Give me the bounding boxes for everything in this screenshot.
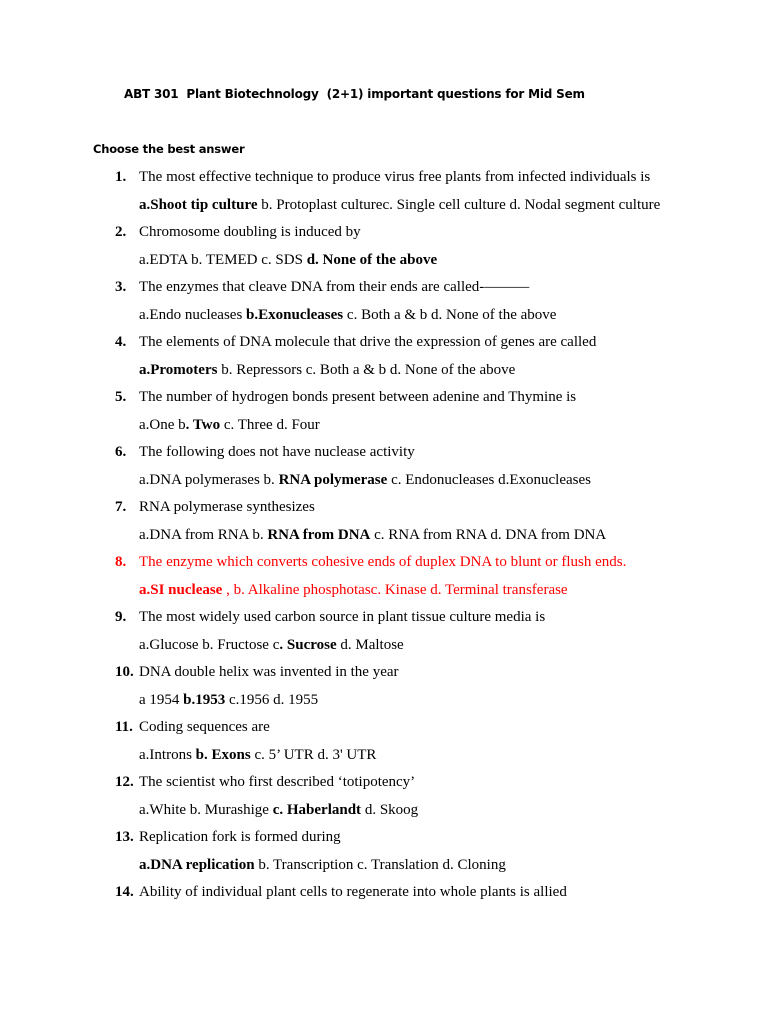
correct-answer: a.Shoot tip culture	[139, 196, 258, 213]
options-rest: b. Protoplast culturec. Single cell culture d. Nodal segment culture	[257, 196, 661, 213]
options-after: d. Maltose	[336, 636, 404, 653]
options-before: a.EDTA b. TEMED c. SDS	[139, 251, 307, 268]
question-text: DNA double helix was invented in the year	[139, 664, 399, 680]
question-options	[139, 636, 674, 654]
question-options	[139, 196, 674, 214]
question-11	[0, 718, 768, 764]
question-options	[139, 471, 674, 489]
question-options	[139, 526, 674, 544]
question-5	[0, 388, 768, 434]
question-text: Ability of individual plant cells to regenerate into whole plants is allied	[139, 884, 567, 900]
question-options	[139, 416, 674, 434]
question-9	[0, 608, 768, 654]
correct-answer: a.DNA replication	[139, 856, 255, 873]
question-text: The enzymes that cleave DNA from their ends are called-———	[139, 279, 530, 295]
question-number: 6.	[115, 444, 127, 460]
correct-answer: d. None of the above	[306, 251, 438, 268]
options-after: c. RNA from RNA d. DNA from DNA	[370, 526, 607, 543]
question-text: Replication fork is formed during	[139, 829, 341, 845]
question-2	[0, 223, 768, 269]
question-number: 9.	[115, 609, 127, 625]
correct-answer: RNA polymerase	[278, 471, 388, 488]
question-number: 4.	[115, 334, 127, 350]
correct-answer: . Two	[185, 416, 221, 433]
question-options	[139, 801, 674, 819]
question-text: The scientist who first described ‘totipotency’	[139, 774, 416, 790]
question-10	[0, 663, 768, 709]
question-number: 5.	[115, 389, 127, 405]
options-after: c. Endonucleases d.Exonucleases	[387, 471, 591, 488]
question-12	[0, 773, 768, 819]
options-before: a.Introns	[139, 746, 196, 763]
options-after: b. Transcription c. Translation d. Cloning	[254, 856, 506, 873]
correct-answer: b.1953	[183, 691, 226, 708]
question-options	[139, 251, 674, 269]
correct-answer: a.Promoters	[139, 361, 218, 378]
options-after: c. 5’ UTR d. 3' UTR	[250, 746, 377, 763]
correct-answer: c. Haberlandt	[272, 801, 362, 818]
options-before: a.Endo nucleases	[139, 306, 247, 323]
question-number: 11.	[115, 719, 133, 735]
question-options	[139, 856, 674, 874]
options-before: a.White b. Murashige	[139, 801, 273, 818]
question-14	[0, 883, 768, 901]
question-options	[139, 746, 674, 764]
options-after: c. Both a & b d. None of the above	[343, 306, 557, 323]
correct-answer: a.SI nuclease	[139, 581, 223, 598]
question-text: The most widely used carbon source in plant tissue culture media is	[139, 609, 546, 625]
question-number: 10.	[115, 664, 134, 680]
options-after: , b. Alkaline phosphotasc. Kinase d. Terminal transferase	[222, 581, 568, 598]
question-text: The elements of DNA molecule that drive the expression of genes are called	[139, 334, 597, 350]
options-before: a.One b	[139, 416, 186, 433]
correct-answer: b.Exonucleases	[246, 306, 344, 323]
question-list	[0, 168, 768, 911]
correct-answer: RNA from DNA	[267, 526, 371, 543]
options-before: a.DNA polymerases b.	[139, 471, 279, 488]
options-before: a 1954	[139, 691, 184, 708]
question-6	[0, 443, 768, 489]
question-text: The following does not have nuclease activity	[139, 444, 415, 460]
question-text: The number of hydrogen bonds present between adenine and Thymine is	[139, 389, 577, 405]
options-after: c. Three d. Four	[220, 416, 320, 433]
question-number: 2.	[115, 224, 127, 240]
question-options	[139, 581, 674, 599]
options-after: c.1956 d. 1955	[225, 691, 319, 708]
question-text: The most effective technique to produce virus free plants from infected individuals is	[139, 169, 651, 185]
document-title: ABT 301 Plant Biotechnology (2+1) important questions for Mid Sem	[124, 87, 585, 101]
question-text: Chromosome doubling is induced by	[139, 224, 361, 240]
correct-answer: b. Exons	[195, 746, 251, 763]
question-options	[139, 361, 674, 379]
options-before: a.Glucose b. Fructose c	[139, 636, 280, 653]
question-13	[0, 828, 768, 874]
question-7	[0, 498, 768, 544]
question-number: 1.	[115, 169, 127, 185]
question-number: 14.	[115, 884, 134, 900]
question-text: RNA polymerase synthesizes	[139, 499, 315, 515]
options-after: d. Skoog	[361, 801, 419, 818]
question-text: Coding sequences are	[139, 719, 270, 735]
question-1	[0, 168, 768, 214]
question-text: The enzyme which converts cohesive ends of duplex DNA to blunt or flush ends.	[139, 554, 627, 570]
options-before: a.DNA from RNA b.	[139, 526, 268, 543]
section-heading: Choose the best answer	[93, 142, 245, 156]
question-number: 3.	[115, 279, 127, 295]
question-4	[0, 333, 768, 379]
correct-answer: . Sucrose	[279, 636, 337, 653]
question-number: 13.	[115, 829, 134, 845]
question-8	[0, 553, 768, 599]
question-number: 7.	[115, 499, 127, 515]
question-3	[0, 278, 768, 324]
question-options	[139, 691, 674, 709]
question-number: 12.	[115, 774, 134, 790]
question-options	[139, 306, 674, 324]
question-number: 8.	[115, 554, 127, 570]
options-after: b. Repressors c. Both a & b d. None of the above	[217, 361, 516, 378]
